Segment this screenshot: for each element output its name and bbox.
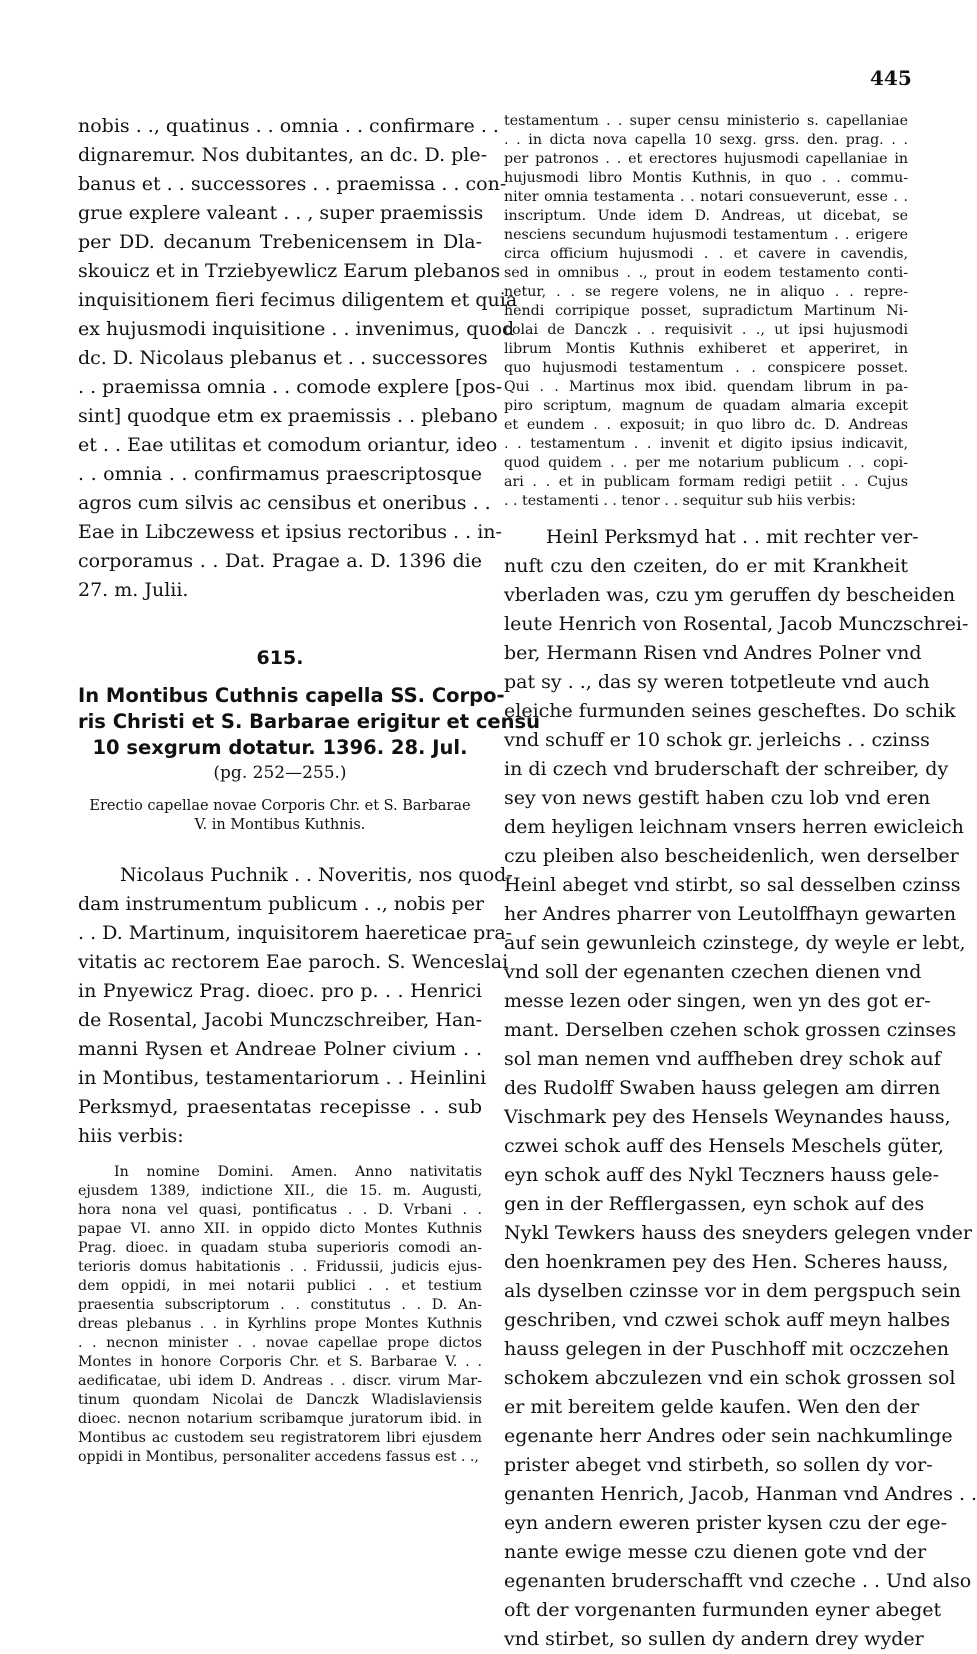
heading-line: ris Christi et S. Barbarae erigitur et censu bbox=[78, 710, 540, 733]
notarial-line: Nicolaus Puchnik . . Noveritis, nos quod- bbox=[120, 864, 513, 886]
quote-line: terioris domus habitationis . . Fridussii, judicis ejus- bbox=[78, 1259, 482, 1275]
german-line: prister abeget vnd stirbeth, so sollen dy vor- bbox=[504, 1454, 933, 1476]
notarial-line: . . D. Martinum, inquisitorem haereticae pra- bbox=[78, 922, 513, 944]
heading-line: 10 sexgrum dotatur. 1396. 28. Jul. bbox=[92, 736, 468, 759]
right-column bbox=[504, 112, 977, 1654]
german-line: vnd schuff er 10 schok gr. jerleichs . . czinss bbox=[504, 729, 930, 751]
decree-line: dc. D. Nicolaus plebanus et . . successores bbox=[78, 347, 488, 369]
german-line: in di czech vnd bruderschaft der schreiber, dy bbox=[504, 758, 949, 780]
latin-line: nesciens secundum hujusmodi testamentum . . erigere bbox=[504, 227, 908, 243]
german-line: vnd stirbet, so sullen dy andern drey wyder bbox=[504, 1628, 924, 1650]
notarial-line: hiis verbis: bbox=[78, 1125, 184, 1147]
document-number: 615. bbox=[256, 647, 304, 669]
notarial-line: dam instrumentum publicum . ., nobis per bbox=[78, 893, 485, 915]
german-line: her Andres pharrer von Leutolffhayn gewarten bbox=[504, 903, 957, 925]
german-line: Nykl Tewkers hauss des sneyders gelegen vnder bbox=[504, 1222, 972, 1244]
notarial-line: manni Rysen et Andreae Polner civium . . bbox=[78, 1038, 482, 1060]
summary-line: V. in Montibus Kuthnis. bbox=[194, 817, 366, 833]
latin-line: . . in dicta nova capella 10 sexg. grss. den. prag. . . bbox=[504, 132, 908, 148]
latin-line: circa officium hujusmodi . . et cavere in cavendis, bbox=[504, 246, 908, 262]
latin-line: quod quidem . . per me notarium publicum . . copi- bbox=[504, 455, 908, 471]
german-line: eyn andern eweren prister kysen czu der ege- bbox=[504, 1512, 948, 1534]
german-line: Heinl Perksmyd hat . . mit rechter ver- bbox=[546, 526, 919, 548]
latin-line: Qui . . Martinus mox ibid. quendam librum in pa- bbox=[504, 379, 908, 395]
german-line: gen in der Refflergassen, eyn schok auf des bbox=[504, 1193, 925, 1215]
decree-line: nobis . ., quatinus . . omnia . . confirmare . . bbox=[78, 115, 499, 137]
latin-line: . . testamenti . . tenor . . sequitur sub hiis verbis: bbox=[504, 493, 856, 509]
decree-line: sint] quodque etm ex praemissis . . plebano bbox=[78, 405, 498, 427]
german-line: eleiche furmunden seines gescheftes. Do schik bbox=[504, 700, 956, 722]
german-line: sol man nemen vnd auffheben drey schok auf bbox=[504, 1048, 941, 1070]
latin-line: netur, . . se regere volens, ne in aliquo . . repre- bbox=[504, 284, 908, 300]
german-line: egenanten bruderschafft vnd czeche . . Und also bbox=[504, 1570, 972, 1592]
heading-line: In Montibus Cuthnis capella SS. Corpo- bbox=[78, 684, 505, 707]
latin-line: hujusmodi libro Montis Kuthnis, in quo . . commu- bbox=[504, 170, 908, 186]
decree-line: . . praemissa omnia . . comode explere [pos- bbox=[78, 376, 503, 398]
german-line: Heinl abeget vnd stirbt, so sal desselben czinss bbox=[504, 874, 961, 896]
latin-line: inscriptum. Unde idem D. Andreas, ut dicebat, se bbox=[504, 208, 908, 224]
german-line: czu pleiben also bescheidenlich, wen derselber bbox=[504, 845, 959, 867]
german-line: leute Henrich von Rosental, Jacob Munczschrei- bbox=[504, 613, 969, 635]
quote-line: In nomine Domini. Amen. Anno nativitatis bbox=[114, 1164, 482, 1180]
german-testament-text bbox=[504, 523, 977, 1654]
german-line: als dyselben czinsse vor in dem pergspuch sein bbox=[504, 1280, 961, 1302]
quote-line: praesentia subscriptorum . . constitutus . . D. An- bbox=[78, 1297, 482, 1313]
german-line: sey von news gestift haben czu lob vnd eren bbox=[504, 787, 931, 809]
latin-line: et eundem . . exposuit; in quo libro dc. D. Andreas bbox=[504, 417, 908, 433]
german-line: er mit bereitem gelde kaufen. Wen den der bbox=[504, 1396, 920, 1418]
decree-line: banus et . . successores . . praemissa . . con- bbox=[78, 173, 507, 195]
quote-line: . . necnon minister . . novae capellae prope dictos bbox=[78, 1335, 482, 1351]
latin-line: sed in omnibus . ., prout in eodem testamento conti- bbox=[504, 265, 908, 281]
decree-line: Eae in Libczewess et ipsius rectoribus . . in- bbox=[78, 521, 502, 543]
german-line: nuft czu den czeiten, do er mit Krankheit bbox=[504, 555, 908, 577]
german-line: Vischmark pey des Hensels Weynandes hauss, bbox=[504, 1106, 951, 1128]
german-line: egenante herr Andres oder sein nachkumlinge bbox=[504, 1425, 953, 1447]
page-reference: (pg. 252—255.) bbox=[213, 763, 347, 783]
decree-line: et . . Eae utilitas et comodum oriantur, ideo bbox=[78, 434, 498, 456]
decree-line: agros cum silvis ac censibus et oneribus . . bbox=[78, 492, 491, 514]
latin-line: piro scriptum, magnum de quadam almaria excepit bbox=[504, 398, 908, 414]
decree-line: corporamus . . Dat. Pragae a. D. 1396 die bbox=[78, 550, 482, 572]
quote-line: oppidi in Montibus, personaliter accedens fassus est . ., bbox=[78, 1449, 479, 1465]
german-line: mant. Derselben czehen schok grossen czinses bbox=[504, 1019, 957, 1041]
latin-line: . . testamentum . . invenit et digito ipsius indicavit, bbox=[504, 436, 908, 452]
german-line: genanten Henrich, Jacob, Hanman vnd Andres . . bbox=[504, 1483, 977, 1505]
document-summary bbox=[78, 797, 482, 835]
latin-line: niter omnia testamenta . . notari consueverunt, esse . . bbox=[504, 189, 908, 205]
german-line: ber, Hermann Risen vnd Andres Polner vnd bbox=[504, 642, 922, 664]
notarial-line: vitatis ac rectorem Eae paroch. S. Wenceslai bbox=[78, 951, 509, 973]
german-line: dem heyligen leichnam vnsers herren ewicleich bbox=[504, 816, 964, 838]
german-line: den hoenkramen pey des Hen. Scheres hauss, bbox=[504, 1251, 949, 1273]
page-number: 445 bbox=[870, 66, 912, 90]
decree-line: dignaremur. Nos dubitantes, an dc. D. ple- bbox=[78, 144, 488, 166]
german-line: des Rudolff Swaben hauss gelegen am dirren bbox=[504, 1077, 941, 1099]
summary-line: Erectio capellae novae Corporis Chr. et S. Barbarae bbox=[89, 798, 471, 814]
notarial-line: Perksmyd, praesentatas recepisse . . sub bbox=[78, 1096, 482, 1118]
german-line: eyn schok auff des Nykl Teczners hauss gele- bbox=[504, 1164, 940, 1186]
decree-line: grue explere valeant . . , super praemissis bbox=[78, 202, 484, 224]
latin-line: per patronos . . et erectores hujusmodi capellaniae in bbox=[504, 151, 908, 167]
decree-line: 27. m. Julii. bbox=[78, 579, 189, 601]
quote-line: Prag. dioec. in quadam stuba superioris comodi an- bbox=[78, 1240, 482, 1256]
quote-line: Montibus ac custodem seu registratorem libri ejusdem bbox=[78, 1430, 482, 1446]
notarial-line: de Rosental, Jacobi Munczschreiber, Han- bbox=[78, 1009, 482, 1031]
latin-line: colai de Danczk . . requisivit . ., ut ipsi hujusmodi bbox=[504, 322, 908, 338]
quote-line: Montes in honore Corporis Chr. et S. Barbarae V. . . bbox=[78, 1354, 482, 1370]
german-line: auf sein gewunleich czinstege, dy weyle er lebt, bbox=[504, 932, 966, 954]
decree-line: per DD. decanum Trebenicensem in Dla- bbox=[78, 231, 482, 253]
notarial-paragraph bbox=[78, 861, 513, 1151]
latin-line: quo hujusmodi testamentum . . conspicere posset. bbox=[504, 360, 908, 376]
instrument-quote bbox=[78, 1163, 482, 1467]
latin-line: ari . . et in publicam formam redigi petiit . . Cujus bbox=[504, 474, 908, 490]
notarial-line: in Montibus, testamentariorum . . Heinlini bbox=[78, 1067, 487, 1089]
latin-line: hendi corripique posset, supradictum Martinum Ni- bbox=[504, 303, 908, 319]
quote-line: hora nona vel quasi, pontificatus . . D. Vrbani . . bbox=[78, 1202, 482, 1218]
decree-line: . . omnia . . confirmamus praescriptosque bbox=[78, 463, 482, 485]
decree-line: inquisitionem fieri fecimus diligentem et quia bbox=[78, 289, 518, 311]
notarial-line: in Pnyewicz Prag. dioec. pro p. . . Henrici bbox=[78, 980, 482, 1002]
german-line: schokem abczulezen vnd ein schok grossen sol bbox=[504, 1367, 956, 1389]
german-line: czwei schok auff des Hensels Meschels güter, bbox=[504, 1135, 944, 1157]
decree-line: ex hujusmodi inquisitione . . invenimus, quod bbox=[78, 318, 515, 340]
quote-line: dreas plebanus . . in Kyrhlins prope Montes Kuthnis bbox=[78, 1316, 482, 1332]
quote-line: tinum quondam Nicolai de Danczk Wladislaviensis bbox=[78, 1392, 482, 1408]
left-column bbox=[78, 112, 540, 1467]
german-line: messe lezen oder singen, wen yn des got er- bbox=[504, 990, 931, 1012]
document-heading bbox=[78, 683, 540, 761]
quote-line: dioec. necnon notarium scribamque juratorum ibid. in bbox=[78, 1411, 482, 1427]
decree-line: skouicz et in Trziebyewlicz Earum plebanos bbox=[78, 260, 501, 282]
latin-line: testamentum . . super censu ministerio s. capellaniae bbox=[504, 113, 908, 129]
german-line: oft der vorgenanten furmunden eyner abeget bbox=[504, 1599, 942, 1621]
quote-line: aedificatae, ubi idem D. Andreas . . discr. virum Mar- bbox=[78, 1373, 482, 1389]
german-line: vnd soll der egenanten czechen dienen vnd bbox=[504, 961, 922, 983]
german-line: vberladen was, czu ym geruffen dy bescheiden bbox=[504, 584, 956, 606]
german-line: hauss gelegen in der Puschhoff mit oczczehen bbox=[504, 1338, 949, 1360]
latin-line: librum Montis Kuthnis exhiberet et apperiret, in bbox=[504, 341, 908, 357]
quote-line: ejusdem 1389, indictione XII., die 15. m. Augusti, bbox=[78, 1183, 482, 1199]
quote-line: papae VI. anno XII. in oppido dicto Montes Kuthnis bbox=[78, 1221, 482, 1237]
decree-paragraph bbox=[78, 112, 518, 605]
quote-line: dem oppidi, in mei notarii publici . . et testium bbox=[78, 1278, 482, 1294]
german-line: geschriben, vnd czwei schok auff meyn halbes bbox=[504, 1309, 951, 1331]
german-line: nante ewige messe czu dienen gote vnd der bbox=[504, 1541, 927, 1563]
german-line: pat sy . ., das sy weren totpetleute vnd auch bbox=[504, 671, 930, 693]
latin-continuation bbox=[504, 112, 908, 511]
